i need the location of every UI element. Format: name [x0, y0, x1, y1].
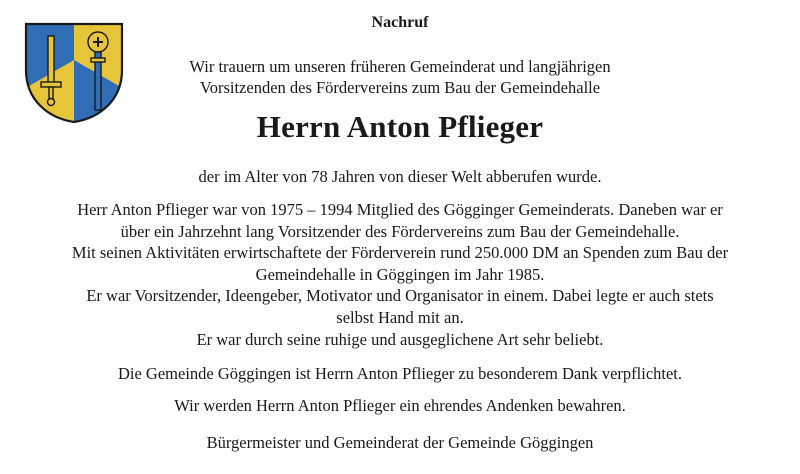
body-line: Mit seinen Aktivitäten erwirtschaftete der Förderverein rund 250.000 DM an Spenden zum Bau der [71, 243, 729, 263]
intro-line: Wir trauern um unseren früheren Gemeinderat und langjährigen [189, 57, 611, 76]
memory-line: Wir werden Herrn Anton Pflieger ein ehrendes Andenken bewahren. [174, 396, 626, 415]
age-line: der im Alter von 78 Jahren von dieser Welt abberufen wurde. [198, 167, 602, 186]
intro-text [0, 56, 800, 98]
body-line: Gemeindehalle in Göggingen im Jahr 1985. [255, 264, 545, 284]
body-line: Herr Anton Pflieger war von 1975 – 1994 Mitglied des Gögginger Gemeinderats. Daneben war er [77, 200, 723, 219]
thanks-line: Die Gemeinde Göggingen ist Herrn Anton Pflieger zu besonderem Dank verpflichtet. [117, 364, 683, 383]
intro-line: Vorsitzenden des Fördervereins zum Bau der Gemeindehalle [199, 78, 601, 97]
body-line: Er war durch seine ruhige und ausgeglichene Art sehr beliebt. [196, 329, 604, 349]
notice-heading: Nachruf [371, 14, 429, 31]
body-line: selbst Hand mit an. [336, 307, 464, 327]
body-line: Er war Vorsitzender, Ideengeber, Motivator und Organisator in einem. Dabei legte er auch stets [86, 286, 714, 306]
body-line: über ein Jahrzehnt lang Vorsitzender des Fördervereins zum Bau der Gemeindehalle. [120, 221, 680, 241]
deceased-name: Herrn Anton Pflieger [256, 109, 544, 144]
signature-line: Bürgermeister und Gemeinderat der Gemeinde Göggingen [206, 433, 594, 452]
tribute-body [20, 199, 780, 350]
